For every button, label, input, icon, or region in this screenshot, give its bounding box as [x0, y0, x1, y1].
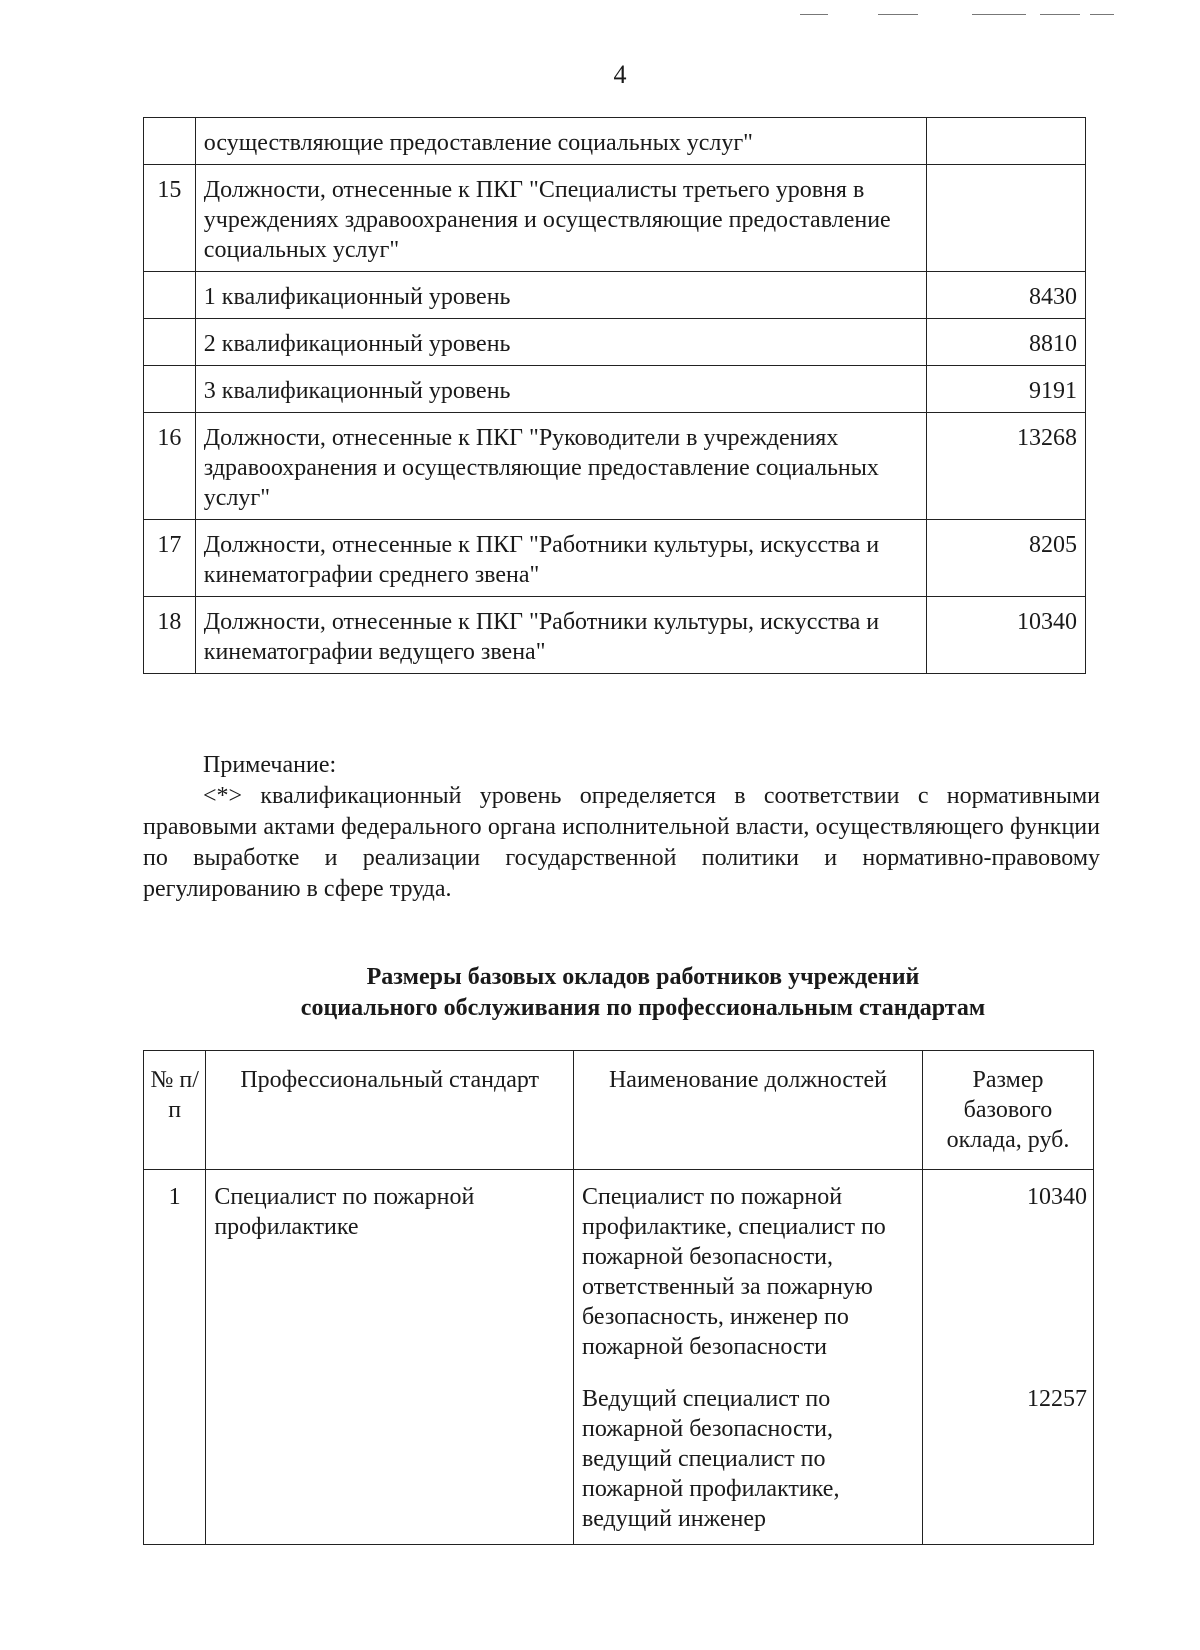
row-number: [144, 366, 196, 413]
header-salary: Размер базового оклада, руб.: [922, 1051, 1093, 1170]
row-description: Должности, отнесенные к ПКГ "Руководители в учреждениях здравоохранения и осуществляющие предоставление социальных услуг": [195, 413, 926, 520]
row-value: 9191: [927, 366, 1086, 413]
row-number: 17: [144, 520, 196, 597]
note-text: <*> квалификационный уровень определяется в соответствии с нормативными правовыми актами федерального органа исполнительной власти, осуществляющего функции по выработке и реализации государственной политики и нормативно-правовому регулированию в сфере труда.: [143, 783, 1100, 902]
position-entry: Ведущий специалист по пожарной безопасности, ведущий специалист по пожарной профилактике, ведущий инженер: [582, 1386, 840, 1532]
scan-artifact-marks: [800, 14, 1120, 20]
row-number: 1: [144, 1170, 206, 1545]
row-number: [144, 319, 196, 366]
table-row: [144, 413, 1086, 520]
row-description: Должности, отнесенные к ПКГ "Работники культуры, искусства и кинематографии среднего звена": [195, 520, 926, 597]
section-title-line-1: Размеры базовых окладов работников учреждений: [366, 964, 920, 990]
table-row: [144, 118, 1086, 165]
row-standard: Специалист по пожарной профилактике: [206, 1170, 574, 1545]
row-value: [927, 165, 1086, 272]
row-value: 8810: [927, 319, 1086, 366]
section-title-line-2: социального обслуживания по профессиональным стандартам: [300, 995, 986, 1021]
header-number: № п/п: [144, 1051, 206, 1170]
table-row: [144, 366, 1086, 413]
row-number: [144, 272, 196, 319]
salary-value: 10340: [1027, 1184, 1087, 1210]
row-description: осуществляющие предоставление социальных услуг": [195, 118, 926, 165]
row-number: 16: [144, 413, 196, 520]
table-row: [144, 597, 1086, 674]
row-value: 8430: [927, 272, 1086, 319]
row-description: 1 квалификационный уровень: [195, 272, 926, 319]
row-description: Должности, отнесенные к ПКГ "Работники культуры, искусства и кинематографии ведущего звена": [195, 597, 926, 674]
row-positions: [574, 1170, 923, 1545]
qualification-salary-table: [143, 117, 1086, 674]
row-description: Должности, отнесенные к ПКГ "Специалисты третьего уровня в учреждениях здравоохранения и осуществляющие предоставление социальных услуг": [195, 165, 926, 272]
row-value: 10340: [927, 597, 1086, 674]
note-heading: Примечание:: [203, 752, 337, 778]
professional-standards-table: [143, 1050, 1094, 1545]
salary-value: 12257: [1027, 1386, 1087, 1412]
table-row: [144, 520, 1086, 597]
row-description: 3 квалификационный уровень: [195, 366, 926, 413]
page-number: 4: [613, 60, 627, 89]
section-title: [143, 962, 1143, 1024]
header-standard: Профессиональный стандарт: [206, 1051, 574, 1170]
row-number: [144, 118, 196, 165]
table-row: [144, 319, 1086, 366]
table-row: [144, 1170, 1094, 1545]
note-block: [143, 750, 1100, 905]
row-value: [927, 118, 1086, 165]
header-positions: Наименование должностей: [574, 1051, 923, 1170]
table-row: [144, 165, 1086, 272]
row-number: 18: [144, 597, 196, 674]
row-value: 13268: [927, 413, 1086, 520]
table-header-row: [144, 1051, 1094, 1170]
row-salaries: [922, 1170, 1093, 1545]
table-row: [144, 272, 1086, 319]
position-entry: Специалист по пожарной профилактике, специалист по пожарной безопасности, ответственный за пожарную безопасность, инженер по пожарной безопасности: [582, 1184, 886, 1360]
row-number: 15: [144, 165, 196, 272]
row-description: 2 квалификационный уровень: [195, 319, 926, 366]
row-value: 8205: [927, 520, 1086, 597]
